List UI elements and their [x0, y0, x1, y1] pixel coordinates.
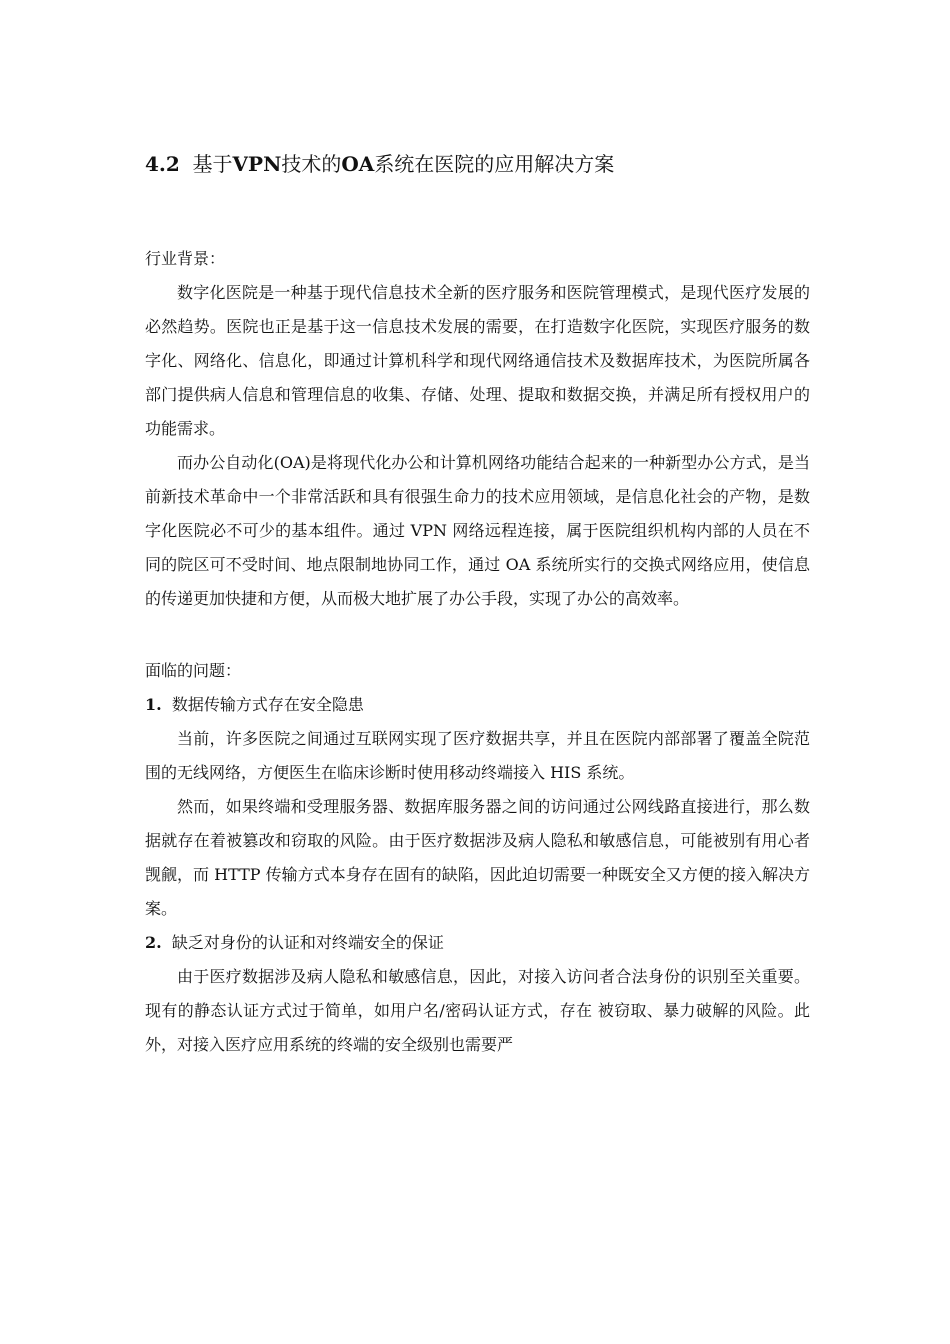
problem-1-paragraph-2: 然而，如果终端和受理服务器、数据库服务器之间的访问通过公网线路直接进行，那么数据就存在着被篡改和窃取的风险。由于医疗数据涉及病人隐私和敏感信息，可能被别有用心者觊觎，而 HTTP 传输方式本身存在固有的缺陷，因此迫切需要一种既安全又方便的接入解决方案。: [145, 797, 810, 918]
problems-label: 面临的问题：: [145, 661, 242, 680]
section-heading: [145, 150, 810, 178]
document-body: [145, 150, 810, 1062]
problem-2-paragraph-1: 由于医疗数据涉及病人隐私和敏感信息，因此，对接入访问者合法身份的识别至关重要。现有的静态认证方式过于简单，如用户名/密码认证方式，存在 被窃取、暴力破解的风险。此外，对接入医疗应用系统的终端的安全级别也需要严: [145, 967, 810, 1054]
problem-1-number: 1.: [145, 695, 162, 714]
background-paragraph-1: 数字化医院是一种基于现代信息技术全新的医疗服务和医院管理模式，是现代医疗发展的必然趋势。医院也正是基于这一信息技术发展的需要，在打造数字化医院，实现医疗服务的数字化、网络化、信息化，即通过计算机科学和现代网络通信技术及数据库技术，为医院所属各部门提供病人信息和管理信息的收集、存储、处理、提取和数据交换，并满足所有授权用户的功能需求。: [145, 283, 810, 438]
problem-2-number: 2.: [145, 933, 162, 952]
problem-1-paragraph-1: 当前，许多医院之间通过互联网实现了医疗数据共享，并且在医院内部部署了覆盖全院范围的无线网络，方便医生在临床诊断时使用移动终端接入 HIS 系统。: [145, 729, 810, 782]
heading-text-3: 系统在医院的应用解决方案: [374, 152, 615, 176]
problem-2-heading: [145, 926, 810, 960]
heading-text-1: 基于: [192, 152, 233, 176]
heading-oa: OA: [341, 152, 375, 176]
problem-1-title: 数据传输方式存在安全隐患: [171, 695, 364, 714]
heading-text-2: 技术的: [281, 152, 342, 176]
problem-1-heading: [145, 688, 810, 722]
problem-2-title: 缺乏对身份的认证和对终端安全的保证: [171, 933, 444, 952]
section-number: 4.2: [145, 152, 180, 176]
background-paragraph-2: 而办公自动化(OA)是将现代化办公和计算机网络功能结合起来的一种新型办公方式，是当前新技术革命中一个非常活跃和具有很强生命力的技术应用领域，是信息化社会的产物，是数字化医院必不可少的基本组件。通过 VPN 网络远程连接，属于医院组织机构内部的人员在不同的院区可不受时间、地点限制地协同工作，通过 OA 系统所实行的交换式网络应用，使信息的传递更加快捷和方便，从而极大地扩展了办公手段，实现了办公的高效率。: [145, 453, 810, 608]
heading-vpn: VPN: [232, 152, 282, 176]
background-label: 行业背景：: [145, 249, 226, 268]
